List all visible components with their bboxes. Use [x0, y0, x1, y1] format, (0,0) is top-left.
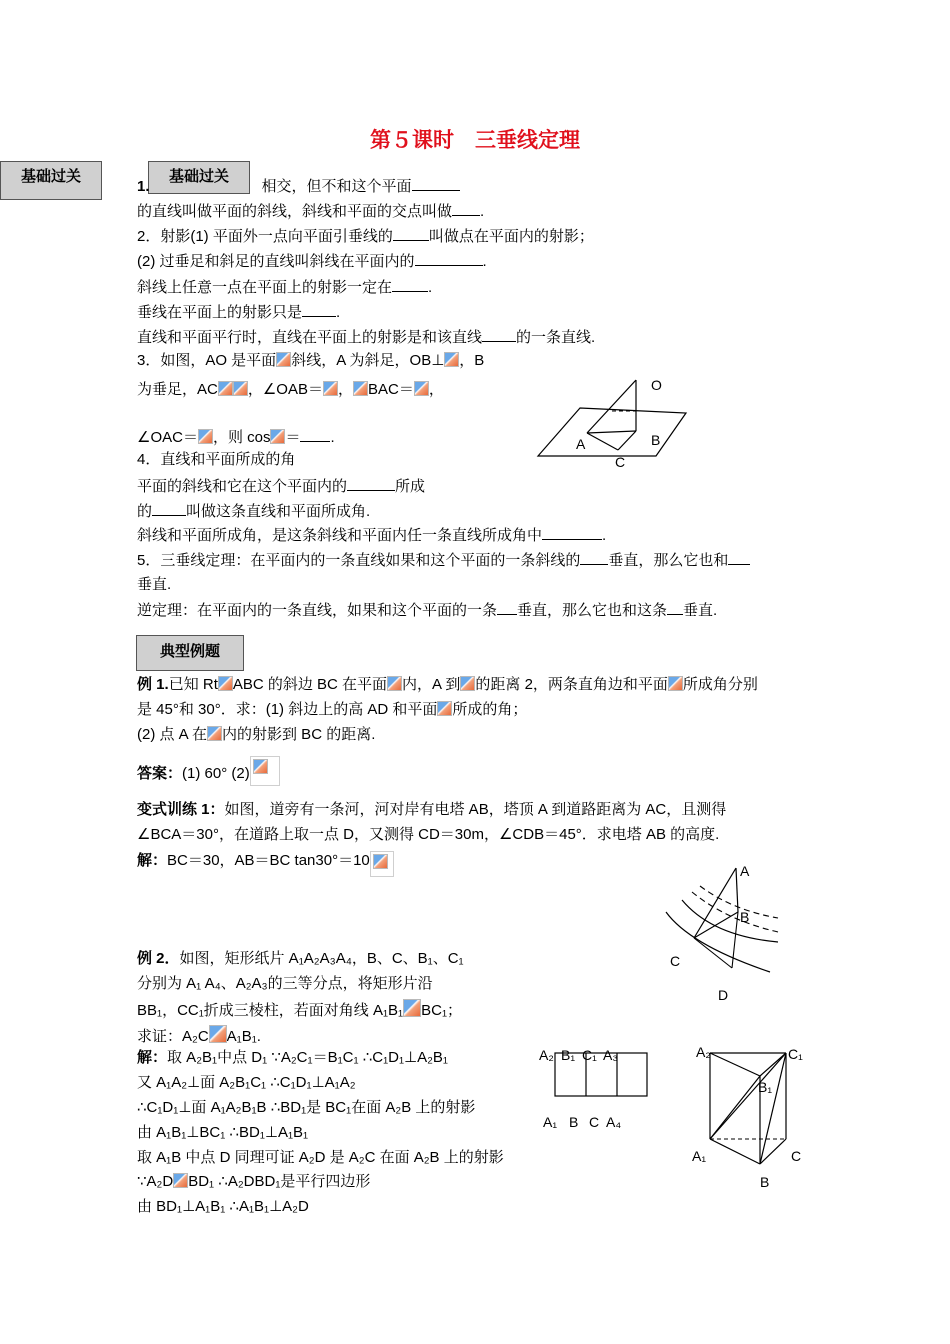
formula-image-icon — [218, 381, 233, 396]
q5-line-b: 垂直. — [137, 576, 172, 593]
label-A2: A₂ — [539, 1047, 554, 1063]
label-B: B — [651, 432, 661, 448]
ex1-answer: 答案：(1) 60° (2) — [137, 756, 280, 786]
figure-rectangle-paper — [535, 1040, 660, 1140]
q3-line-c: ∠OAC＝ ，则 cos ＝ . — [137, 429, 335, 446]
q5-line-a: 5．三垂线定理：在平面内的一条直线如果和这个平面的一条斜线的 垂直，那么它也和 — [137, 550, 750, 571]
formula-image-icon — [437, 701, 452, 716]
figure-triangular-prism — [688, 1040, 813, 1195]
ex2-sol-7: 由 BD₁⊥A₁B₁ ∴A₁B₁⊥A₂D — [137, 1198, 309, 1215]
q4-line-a: 4．直线和平面所成的角 — [137, 451, 296, 468]
var1-line-b: ∠BCA＝30°，在道路上取一点 D，又测得 CD＝30m，∠CDB＝45°．求电塔 AB 的高度. — [137, 826, 720, 843]
label-C1: C₁ — [788, 1046, 803, 1062]
formula-image-icon — [198, 429, 213, 444]
formula-image-icon — [207, 726, 222, 741]
ex2-sol-6: ∵A₂D BD₁ ∴A₂DBD₁是平行四边形 — [137, 1173, 371, 1190]
var1-solution: 解：BC＝30，AB＝BC tan30°＝10 — [137, 851, 394, 877]
ex2-sol-5: 取 A₁B 中点 D 同理可证 A₂D 是 A₂C 在面 A₂B 上的射影 — [137, 1149, 504, 1166]
formula-image-icon — [233, 381, 248, 396]
formula-image-icon — [444, 352, 459, 367]
var1-line-a: 变式训练 1：如图，道旁有一条河，河对岸有电塔 AB，塔顶 A 到道路距离为 AC，且测得 — [137, 801, 727, 818]
ex1-line-b: 是 45°和 30°．求：(1) 斜边上的高 AD 和平面 所成的角； — [137, 701, 528, 718]
label-B1: B₁ — [561, 1047, 576, 1063]
label-A4: A₄ — [606, 1114, 622, 1130]
q4-line-d: 斜线和平面所成角，是这条斜线和平面内任一条直线所成角中 . — [137, 527, 607, 544]
formula-image-icon — [270, 429, 285, 444]
label-C1: C₁ — [582, 1047, 597, 1063]
formula-image-icon — [387, 676, 402, 691]
formula-image-icon — [173, 1173, 188, 1188]
label-B: B — [569, 1114, 579, 1130]
label-C: C — [791, 1148, 802, 1164]
formula-image-icon — [668, 676, 683, 691]
ex2-sol-4: 由 A₁B₁⊥BC₁ ∴BD₁⊥A₁B₁ — [137, 1124, 309, 1141]
label-B: B — [740, 909, 750, 925]
label-C: C — [670, 953, 681, 969]
formula-image-icon — [323, 381, 338, 396]
formula-image-icon — [460, 676, 475, 691]
section-box-basics-overlay: 基础过关 — [148, 161, 250, 194]
ex2-sol-1: 解：取 A₂B₁中点 D₁ ∵A₂C₁＝B₁C₁ ∴C₁D₁⊥A₂B₁ — [137, 1049, 448, 1066]
q1-line-a: 1. 相交，但不和这个平面 — [137, 176, 460, 197]
label-A2: A₂ — [696, 1044, 711, 1060]
label-D: D — [718, 987, 729, 1003]
ex1-line-a: 例 1.已知 Rt ABC 的斜边 BC 在平面 内，A 到 的距离 2，两条直角边和平面 所成角分别 — [137, 676, 758, 693]
formula-image-icon — [276, 352, 291, 367]
q2-line-e: 直线和平面平行时，直线在平面上的射影是和该直线 的一条直线. — [137, 329, 596, 346]
q3-line-b: 为垂足，AC ，∠OAB＝ ， BAC＝ ， — [137, 381, 444, 398]
q2-line-b: (2) 过垂足和斜足的直线叫斜线在平面内的 . — [137, 253, 487, 270]
q3-line-a: 3．如图，AO 是平面 斜线，A 为斜足，OB⊥ ，B — [137, 352, 485, 369]
ex2-sol-2: 又 A₁A₂⊥面 A₂B₁C₁ ∴C₁D₁⊥A₁A₂ — [137, 1074, 356, 1091]
label-A1: A₁ — [543, 1114, 558, 1130]
figure-river-tower — [660, 860, 785, 1005]
formula-image-icon — [370, 851, 394, 877]
q4-line-b: 平面的斜线和它在这个平面内的 所成 — [137, 478, 426, 495]
ex2-line-b: 分别为 A₁ A₄、A₂A₃的三等分点，将矩形片沿 — [137, 975, 433, 992]
q2-line-a: 2．射影(1) 平面外一点向平面引垂线的 叫做点在平面内的射影； — [137, 228, 594, 245]
formula-image-icon — [353, 381, 368, 396]
ex2-sol-3: ∴C₁D₁⊥面 A₁A₂B₁B ∴BD₁是 BC₁在面 A₂B 上的射影 — [137, 1099, 476, 1116]
section-box-basics: 基础过关 — [0, 161, 102, 200]
label-C: C — [589, 1114, 600, 1130]
q2-line-d: 垂线在平面上的射影只是 . — [137, 304, 341, 321]
label-C: C — [615, 454, 626, 470]
q2-line-c: 斜线上任意一点在平面上的射影一定在 . — [137, 279, 433, 296]
label-A1: A₁ — [692, 1148, 707, 1164]
label-O: O — [651, 377, 662, 393]
formula-image-icon — [414, 381, 429, 396]
ex1-line-c: (2) 点 A 在 内的射影到 BC 的距离. — [137, 726, 376, 743]
ex2-line-a: 例 2．如图，矩形纸片 A₁A₂A₃A₄，B、C、B₁、C₁ — [137, 950, 464, 967]
label-B1: B₁ — [758, 1079, 773, 1095]
figure-plane-oblique — [530, 372, 700, 472]
formula-image-icon — [218, 676, 233, 691]
ex2-line-c: BB₁，CC₁折成三棱柱，若面对角线 A₁B₁ BC₁； — [137, 999, 462, 1021]
label-A3: A₃ — [603, 1047, 619, 1063]
page-title: 第５课时 三垂线定理 — [370, 128, 580, 152]
q1-line-b: 的直线叫做平面的斜线，斜线和平面的交点叫做 . — [137, 203, 485, 220]
q5-line-c: 逆定理：在平面内的一条直线，如果和这个平面的一条 垂直，那么它也和这条 垂直. — [137, 602, 718, 619]
label-A: A — [576, 436, 586, 452]
section-box-examples: 典型例题 — [136, 635, 244, 671]
q4-line-c: 的 叫做这条直线和平面所成角. — [137, 503, 371, 520]
label-B: B — [760, 1174, 770, 1190]
formula-image-icon — [250, 756, 280, 786]
formula-image-icon — [209, 1025, 227, 1043]
formula-image-icon — [403, 999, 421, 1017]
label-A: A — [740, 863, 750, 879]
ex2-line-d: 求证：A₂C A₁B₁. — [137, 1025, 261, 1047]
